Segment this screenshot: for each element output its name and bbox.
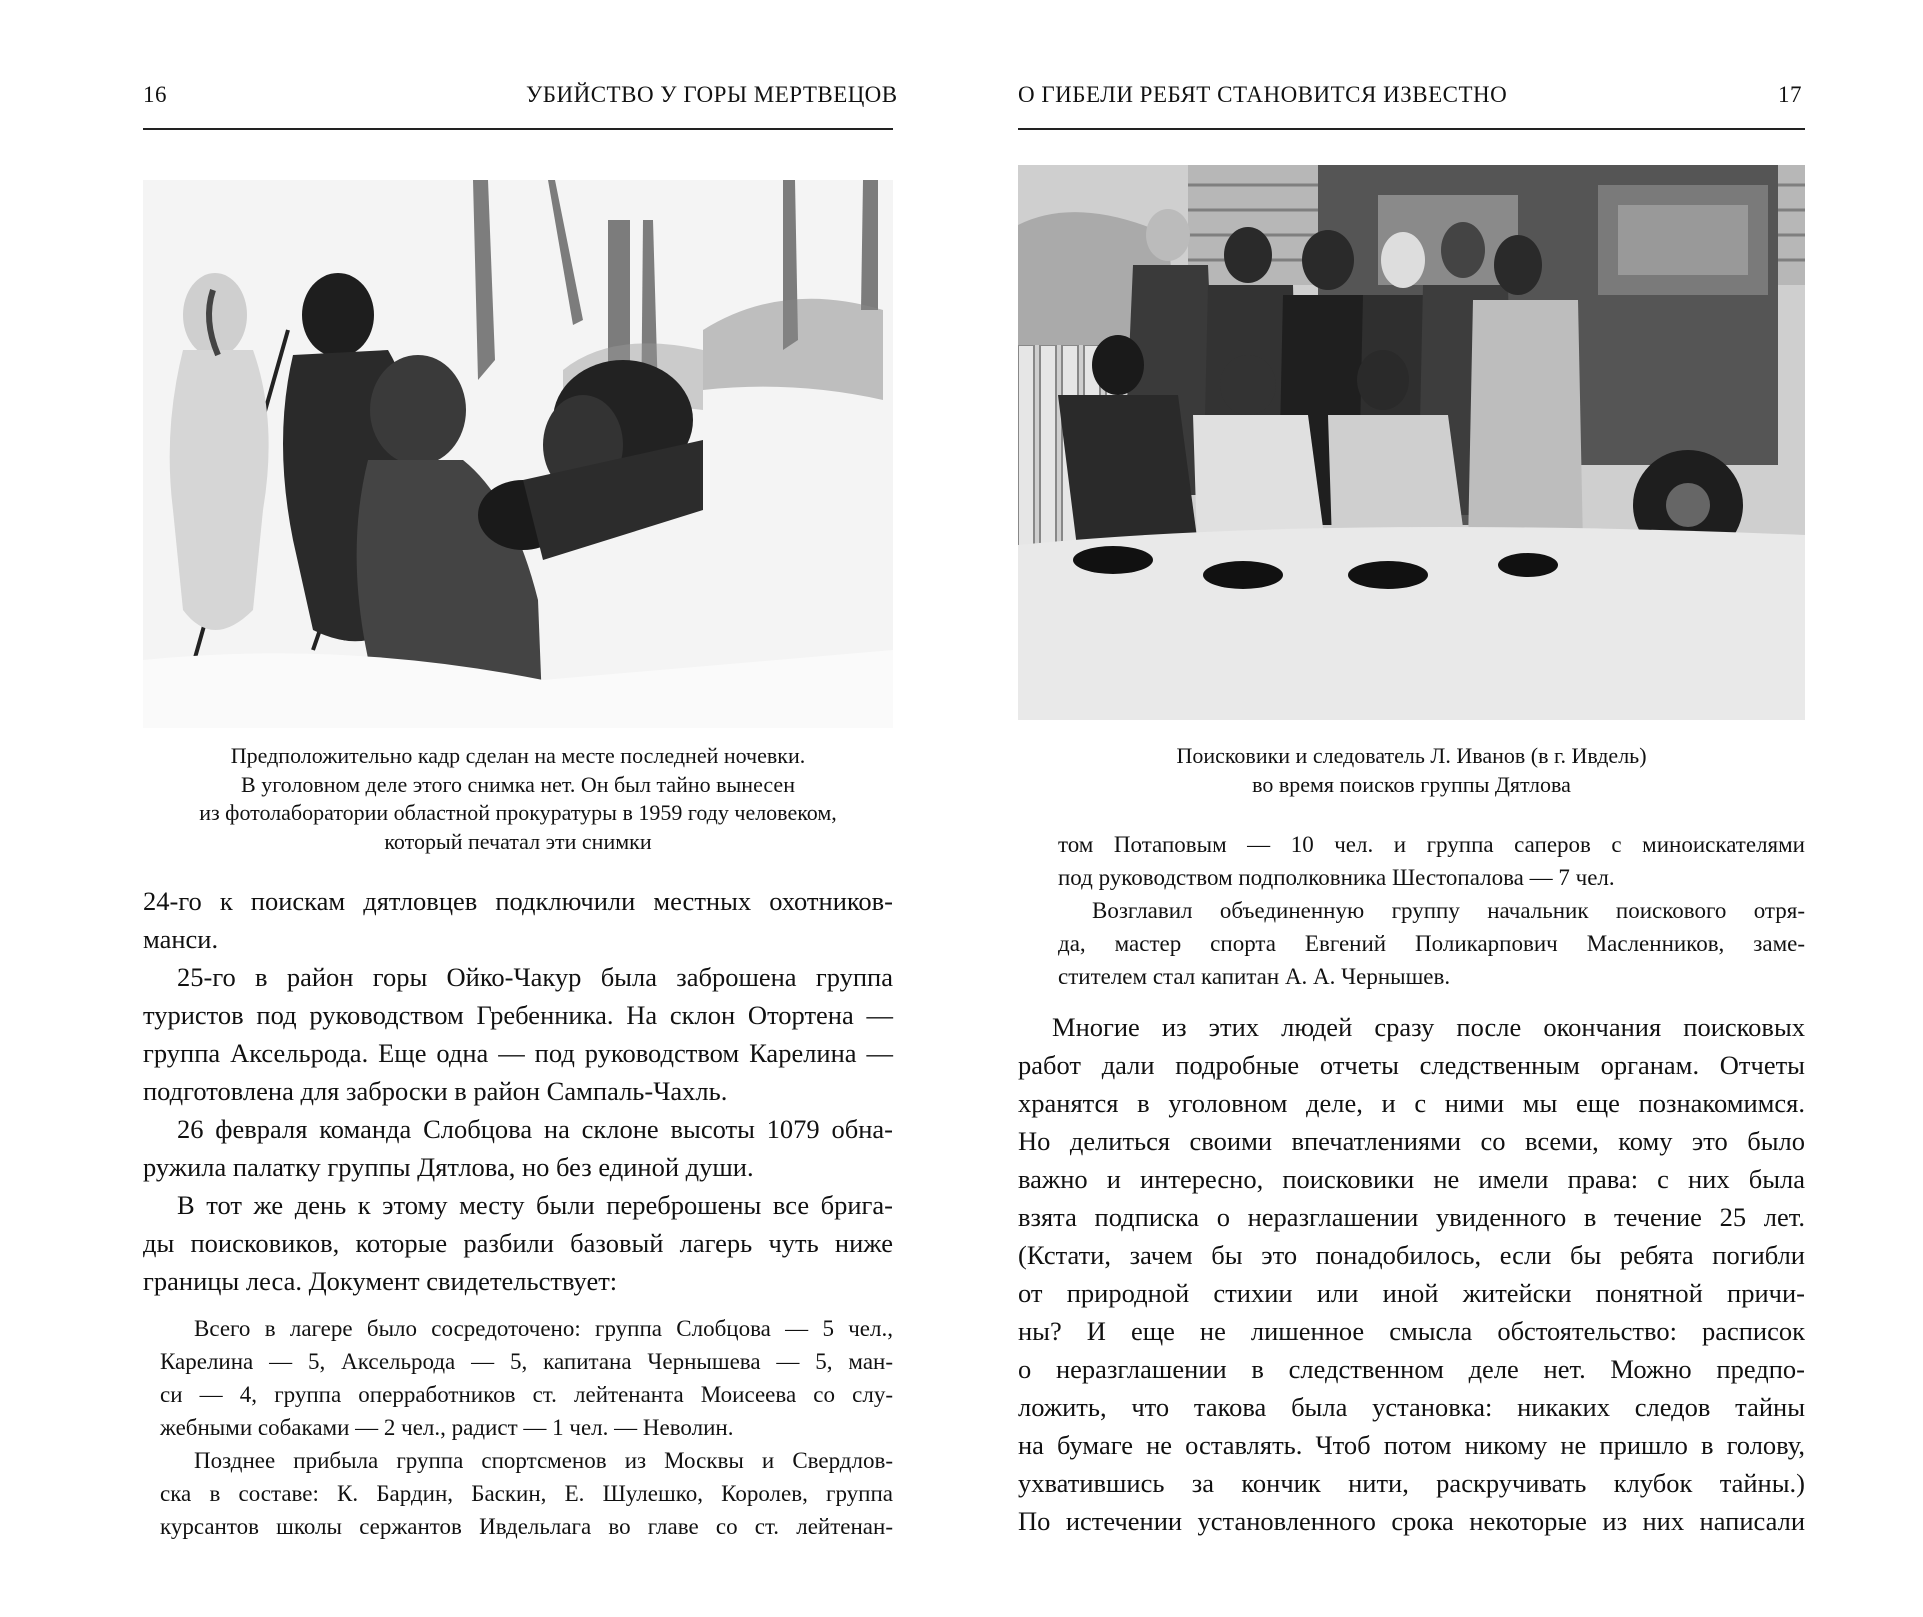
header-rule-left — [143, 128, 893, 130]
text-line: ружила палатку группы Дятлова, но без единой души. — [143, 1152, 754, 1182]
quote-line: си — 4, группа оперработников ст. лейтенанта Моисеева со слу- — [160, 1382, 893, 1407]
photo-caption-left — [143, 742, 893, 856]
caption-line: Предположительно кадр сделан на месте последней ночевки. — [230, 743, 806, 768]
caption-line: Поисковики и следователь Л. Иванов (в г. Ивдель) — [1176, 743, 1647, 768]
text-line: манси. — [143, 924, 219, 954]
text-line: ды поисковиков, которые разбили базовый лагерь чуть ниже — [143, 1228, 893, 1258]
text-line: ухватившись за кончик нити, раскручивать клубок тайны.) — [1018, 1468, 1805, 1498]
text-line: ны? И еще не лишенное смысла обстоятельство: расписок — [1018, 1316, 1805, 1346]
text-line: По истечении установленного срока некоторые из них написали — [1018, 1506, 1805, 1536]
running-title-left: УБИЙСТВО У ГОРЫ МЕРТВЕЦОВ — [526, 82, 898, 107]
photo-searchers-group — [1018, 165, 1805, 720]
quote-line: Возглавил объединенную группу начальник поискового отря- — [1092, 898, 1805, 923]
page-number-right: 17 — [1778, 82, 1802, 107]
quote-line: том Потаповым — 10 чел. и группа саперов с миноискателями — [1058, 832, 1805, 857]
text-line: Многие из этих людей сразу после окончания поисковых — [1052, 1012, 1805, 1042]
quote-line: стителем стал капитан А. А. Чернышев. — [1058, 964, 1451, 989]
running-title-right: О ГИБЕЛИ РЕБЯТ СТАНОВИТСЯ ИЗВЕСТНО — [1018, 82, 1508, 107]
quote-line: под руководством подполковника Шестопалова — 7 чел. — [1058, 865, 1615, 890]
text-line: Но делиться своими впечатлениями со всеми, кому это было — [1018, 1126, 1805, 1156]
quote-line: ска в составе: К. Бардин, Баскин, Е. Шулешко, Королев, группа — [160, 1481, 893, 1506]
caption-line: во время поисков группы Дятлова — [1252, 771, 1571, 797]
quote-line: да, мастер спорта Евгений Поликарпович Масленников, заме- — [1058, 931, 1805, 956]
text-line: границы леса. Документ свидетельствует: — [143, 1266, 618, 1296]
left-page — [0, 0, 960, 1617]
text-line: (Кстати, зачем бы это понадобилось, если бы ребята погибли — [1018, 1240, 1805, 1270]
text-line: подготовлена для заброски в район Сампаль-Чахль. — [143, 1076, 728, 1106]
quote-line: курсантов школы сержантов Ивдельлага во главе со ст. лейтенан- — [160, 1514, 893, 1539]
photo-caption-right — [1018, 742, 1805, 799]
caption-line: который печатал эти снимки — [384, 828, 652, 854]
quote-line: Карелина — 5, Аксельрода — 5, капитана Чернышева — 5, ман- — [160, 1349, 893, 1374]
body-text-left — [143, 882, 893, 1300]
text-line: 25-го в район горы Ойко-Чакур была заброшена группа — [177, 962, 893, 992]
text-line: работ дали подробные отчеты следственным органам. Отчеты — [1018, 1050, 1805, 1080]
text-line: 24-го к поискам дятловцев подключили местных охотников- — [143, 886, 893, 916]
text-line: на бумаге не оставлять. Чтоб потом никому не пришло в голову, — [1018, 1430, 1805, 1460]
header-rule-right — [1018, 128, 1805, 130]
body-text-right — [1018, 1008, 1805, 1540]
caption-line: В уголовном деле этого снимка нет. Он был тайно вынесен — [241, 771, 795, 797]
quote-line: Всего в лагере было сосредоточено: группа Слобцова — 5 чел., — [194, 1316, 893, 1341]
page-number-left: 16 — [143, 82, 167, 107]
text-line: 26 февраля команда Слобцова на склоне высоты 1079 обна- — [177, 1114, 893, 1144]
caption-line: из фотолаборатории областной прокуратуры в 1959 году человеком, — [199, 800, 837, 825]
text-line: важно и интересно, поисковики не имели права: с них была — [1018, 1164, 1805, 1194]
text-line: группа Аксельрода. Еще одна — под руководством Карелина — — [143, 1038, 893, 1068]
text-line: хранятся в уголовном деле, и с ними мы еще познакомимся. — [1018, 1088, 1805, 1118]
document-quote-left — [160, 1312, 893, 1543]
text-line: от природной стихии или иной житейски понятной причи- — [1018, 1278, 1805, 1308]
quote-line: Позднее прибыла группа спортсменов из Москвы и Свердлов- — [194, 1448, 893, 1473]
text-line: В тот же день к этому месту были переброшены все брига- — [177, 1190, 893, 1220]
text-line: туристов под руководством Гребенника. На склон Отортена — — [143, 1000, 893, 1030]
right-page — [960, 0, 1923, 1617]
document-quote-right — [1058, 828, 1805, 993]
text-line: взята подписка о неразглашении увиденного в течение 25 лет. — [1018, 1202, 1805, 1232]
quote-line: жебными собаками — 2 чел., радист — 1 чел. — Неволин. — [160, 1415, 734, 1440]
text-line: ложить, что такова была установка: никаких следов тайны — [1018, 1392, 1805, 1422]
photo-snow-search-party — [143, 180, 893, 728]
text-line: о неразглашении в следственном деле нет. Можно предпо- — [1018, 1354, 1805, 1384]
